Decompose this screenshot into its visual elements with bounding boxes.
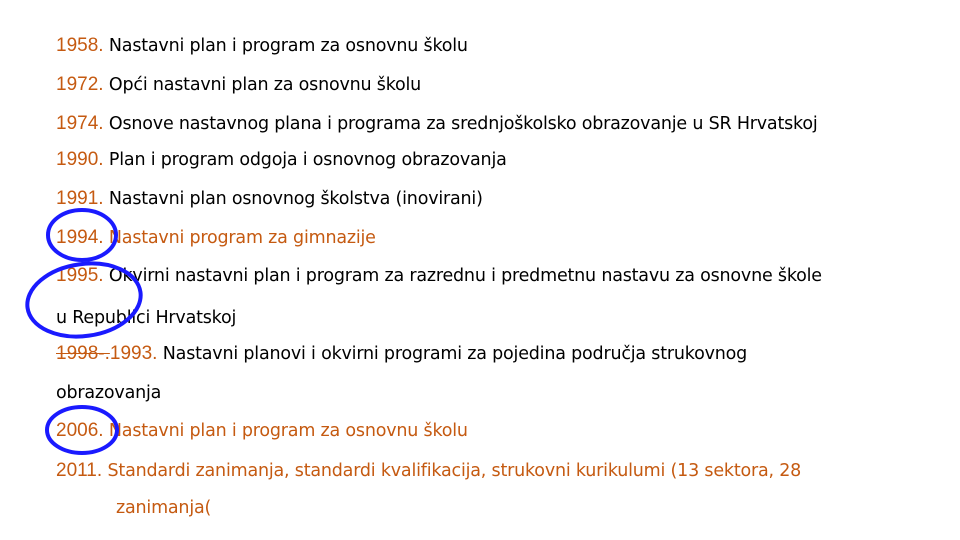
struck-year-label: 1998-. — [56, 343, 110, 364]
list-item — [56, 187, 483, 211]
item-text: u Republici Hrvatskoj — [56, 308, 237, 328]
item-text: Nastavni planovi i okvirni programi za pojedina područja strukovnog — [157, 344, 748, 364]
item-text: Okvirni nastavni plan i program za razrednu i predmetnu nastavu za osnovne škole — [103, 266, 822, 286]
list-item — [56, 459, 801, 483]
year-label: 1991. — [56, 188, 104, 209]
year-label: 2011. — [56, 460, 103, 481]
list-item-highlighted — [56, 226, 376, 250]
item-text: Standardi zanimanja, standardi kvalifikacija, strukovni kurikulumi (13 sektora, 28 — [102, 461, 802, 481]
list-item — [56, 73, 421, 97]
year-label: 1993. — [109, 343, 158, 364]
year-label: 1972. — [56, 74, 104, 95]
item-text: zanimanja( — [116, 498, 212, 518]
item-text: Nastavni plan i program za osnovnu školu — [103, 36, 468, 56]
year-label: 1994. — [56, 227, 104, 248]
item-text: Nastavni plan osnovnog školstva (inovirani) — [103, 189, 483, 209]
item-text: Nastavni program za gimnazije — [103, 228, 376, 248]
list-item — [56, 342, 747, 366]
year-label: 1974. — [56, 113, 104, 134]
list-item — [56, 148, 507, 172]
list-item — [56, 112, 818, 136]
item-text: obrazovanja — [56, 383, 162, 403]
list-item-highlighted — [56, 419, 468, 443]
year-label: 1958. — [56, 35, 104, 56]
item-text: Osnove nastavnog plana i programa za srednjoškolsko obrazovanje u SR Hrvatskoj — [103, 114, 818, 134]
list-item — [56, 264, 822, 288]
item-text: Plan i program odgoja i osnovnog obrazovanja — [103, 150, 507, 170]
item-text: Nastavni plan i program za osnovnu školu — [103, 421, 468, 441]
list-item — [56, 34, 468, 58]
list-item-continuation — [56, 306, 236, 330]
year-label: 2006. — [56, 420, 104, 441]
list-item-continuation — [116, 496, 211, 520]
item-text: Opći nastavni plan za osnovnu školu — [103, 75, 422, 95]
year-label: 1990. — [56, 149, 104, 170]
list-item-continuation — [56, 381, 161, 405]
year-label: 1995. — [56, 265, 104, 286]
